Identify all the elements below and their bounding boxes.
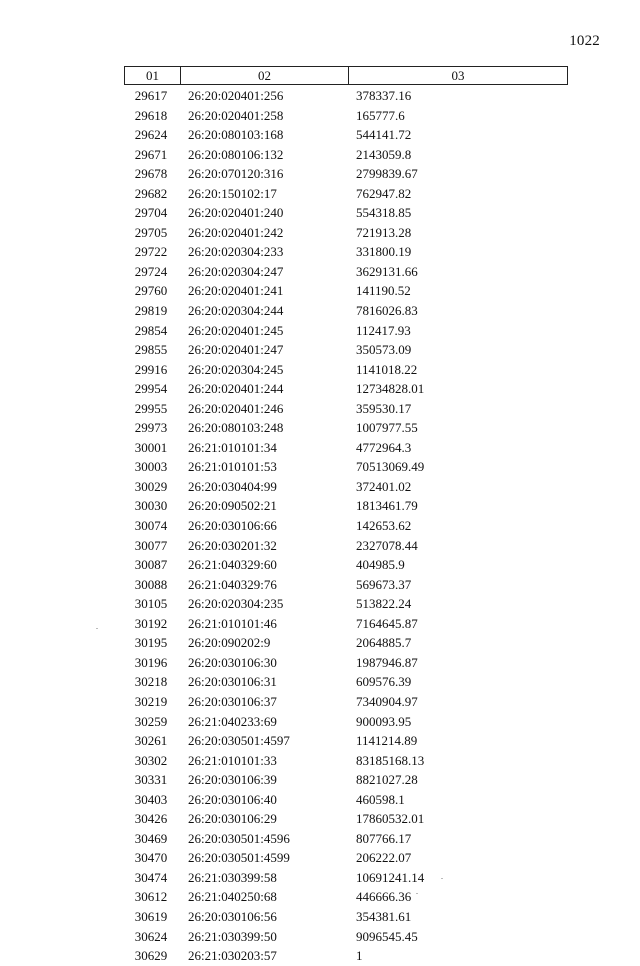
- cell-col-03: 1007977.55: [356, 420, 418, 436]
- cell-col-02: 26:20:080103:168: [188, 127, 284, 143]
- cell-col-03: 1141018.22: [356, 361, 418, 377]
- cell-col-01: 30003: [134, 459, 168, 475]
- table-row: [124, 360, 568, 380]
- cell-col-01: 29916: [134, 361, 168, 377]
- cell-col-02: 26:20:070120:316: [188, 166, 284, 182]
- table-row: [124, 262, 568, 282]
- cell-col-01: 29724: [134, 263, 168, 279]
- table-row: [124, 379, 568, 399]
- cell-col-01: 30074: [134, 518, 168, 534]
- table-row: [124, 809, 568, 829]
- cell-col-03: 721913.28: [356, 224, 412, 240]
- table-row: [124, 868, 568, 888]
- cell-col-03: 2327078.44: [356, 537, 418, 553]
- table-row: [124, 125, 568, 145]
- table-row: [124, 242, 568, 262]
- cell-col-02: 26:21:030399:58: [188, 869, 277, 885]
- cell-col-01: 30218: [134, 674, 168, 690]
- cell-col-03: 70513069.49: [356, 459, 425, 475]
- table-row: [124, 614, 568, 634]
- cell-col-01: 30077: [134, 537, 168, 553]
- cell-col-02: 26:20:020304:247: [188, 263, 284, 279]
- table-row: [124, 829, 568, 849]
- table-row: [124, 418, 568, 438]
- cell-col-02: 26:20:030106:40: [188, 791, 277, 807]
- table-row: [124, 692, 568, 712]
- table-row: [124, 907, 568, 927]
- cell-col-03: 569673.37: [356, 576, 412, 592]
- table-row: [124, 594, 568, 614]
- cell-col-01: 30474: [134, 869, 168, 885]
- cell-col-01: 30619: [134, 908, 168, 924]
- cell-col-03: 513822.24: [356, 596, 412, 612]
- table-row: [124, 496, 568, 516]
- cell-col-02: 26:20:080106:132: [188, 146, 284, 162]
- cell-col-01: 30087: [134, 557, 168, 573]
- cell-col-02: 26:20:020401:240: [188, 205, 284, 221]
- cell-col-01: 29973: [134, 420, 168, 436]
- cell-col-03: 2143059.8: [356, 146, 412, 162]
- cell-col-03: 7816026.83: [356, 303, 418, 319]
- cell-col-03: 10691241.14: [356, 869, 425, 885]
- cell-col-01: 30629: [134, 948, 168, 964]
- cell-col-01: 30261: [134, 733, 168, 749]
- cell-col-03: 554318.85: [356, 205, 412, 221]
- cell-col-02: 26:20:020401:245: [188, 322, 284, 338]
- cell-col-01: 29955: [134, 400, 168, 416]
- cell-col-01: 30426: [134, 811, 168, 827]
- cell-col-02: 26:20:080103:248: [188, 420, 284, 436]
- table-row: [124, 301, 568, 321]
- cell-col-01: 29618: [134, 107, 168, 123]
- cell-col-01: 30331: [134, 772, 168, 788]
- cell-col-02: 26:20:030201:32: [188, 537, 277, 553]
- cell-col-01: 29682: [134, 185, 168, 201]
- table-row: [124, 321, 568, 341]
- cell-col-01: 29760: [134, 283, 168, 299]
- cell-col-03: 7164645.87: [356, 615, 418, 631]
- cell-col-01: 29819: [134, 303, 168, 319]
- cell-col-01: 29705: [134, 224, 168, 240]
- table-row: [124, 399, 568, 419]
- table-row: [124, 848, 568, 868]
- cell-col-01: 30302: [134, 752, 168, 768]
- cell-col-03: 372401.02: [356, 478, 412, 494]
- cell-col-03: 112417.93: [356, 322, 411, 338]
- cell-col-03: 7340904.97: [356, 693, 418, 709]
- cell-col-01: 30624: [134, 928, 168, 944]
- table-row: [124, 457, 568, 477]
- table-row: [124, 145, 568, 165]
- cell-col-03: 354381.61: [356, 908, 412, 924]
- cell-col-01: 30470: [134, 850, 168, 866]
- cell-col-02: 26:20:090502:21: [188, 498, 277, 514]
- cell-col-03: 900093.95: [356, 713, 412, 729]
- page-number: 1022: [569, 33, 600, 49]
- cell-col-03: 165777.6: [356, 107, 405, 123]
- table-row: [124, 477, 568, 497]
- column-header-02: 02: [181, 67, 349, 84]
- table-row: [124, 927, 568, 947]
- cell-col-01: 30105: [134, 596, 168, 612]
- cell-col-03: 350573.09: [356, 342, 412, 358]
- table-row: [124, 887, 568, 907]
- cell-col-03: 1987946.87: [356, 654, 418, 670]
- cell-col-02: 26:21:040329:76: [188, 576, 277, 592]
- cell-col-01: 30196: [134, 654, 168, 670]
- cell-col-01: 30469: [134, 830, 168, 846]
- cell-col-02: 26:20:090202:9: [188, 635, 271, 651]
- cell-col-02: 26:20:030106:30: [188, 654, 277, 670]
- scan-speck: [441, 878, 443, 879]
- cell-col-02: 26:21:010101:53: [188, 459, 277, 475]
- cell-col-01: 29671: [134, 146, 168, 162]
- cell-col-02: 26:20:020401:244: [188, 381, 284, 397]
- cell-col-01: 30612: [134, 889, 168, 905]
- cell-col-02: 26:20:030404:99: [188, 478, 277, 494]
- table-row: [124, 555, 568, 575]
- table-row: [124, 653, 568, 673]
- cell-col-03: 2799839.67: [356, 166, 418, 182]
- scan-speck: [96, 628, 98, 629]
- cell-col-03: 807766.17: [356, 830, 412, 846]
- table-row: [124, 946, 568, 966]
- cell-col-03: 378337.16: [356, 88, 412, 103]
- cell-col-02: 26:20:020401:241: [188, 283, 284, 299]
- table-row: [124, 712, 568, 732]
- cell-col-03: 1141214.89: [356, 733, 418, 749]
- cell-col-03: 8821027.28: [356, 772, 418, 788]
- cell-col-01: 29624: [134, 127, 168, 143]
- table-row: [124, 731, 568, 751]
- cell-col-01: 30192: [134, 615, 168, 631]
- cell-col-02: 26:20:020401:242: [188, 224, 284, 240]
- cell-col-02: 26:20:030106:31: [188, 674, 277, 690]
- cell-col-02: 26:21:030203:57: [188, 948, 277, 964]
- table-row: [124, 281, 568, 301]
- cell-col-02: 26:21:040329:60: [188, 557, 277, 573]
- cell-col-03: 460598.1: [356, 791, 405, 807]
- table-header: [124, 66, 568, 85]
- table-row: [124, 790, 568, 810]
- cell-col-02: 26:20:020401:247: [188, 342, 284, 358]
- cell-col-02: 26:21:010101:34: [188, 439, 277, 455]
- cell-col-03: 2064885.7: [356, 635, 412, 651]
- cell-col-02: 26:21:010101:46: [188, 615, 277, 631]
- cell-col-03: 544141.72: [356, 127, 412, 143]
- cell-col-01: 29617: [134, 88, 168, 103]
- table-row: [124, 633, 568, 653]
- table-row: [124, 575, 568, 595]
- cell-col-03: 9096545.45: [356, 928, 418, 944]
- table-body: [124, 86, 568, 966]
- cell-col-02: 26:20:020401:258: [188, 107, 284, 123]
- table-row: [124, 438, 568, 458]
- cell-col-01: 29854: [134, 322, 168, 338]
- cell-col-03: 446666.36: [356, 889, 412, 905]
- cell-col-01: 30088: [134, 576, 168, 592]
- cell-col-02: 26:20:020304:233: [188, 244, 284, 260]
- cell-col-02: 26:20:030106:37: [188, 693, 277, 709]
- cell-col-03: 3629131.66: [356, 263, 418, 279]
- scan-speck: [416, 893, 418, 894]
- table-row: [124, 770, 568, 790]
- table-row: [124, 751, 568, 771]
- cell-col-02: 26:20:030106:39: [188, 772, 277, 788]
- cell-col-03: 331800.19: [356, 244, 412, 260]
- cell-col-03: 1: [356, 948, 363, 964]
- table-row: [124, 536, 568, 556]
- cell-col-01: 29855: [134, 342, 168, 358]
- cell-col-02: 26:20:030106:29: [188, 811, 277, 827]
- cell-col-02: 26:20:030106:66: [188, 518, 277, 534]
- column-header-01: 01: [125, 67, 181, 84]
- cell-col-02: 26:21:040233:69: [188, 713, 277, 729]
- cell-col-01: 30219: [134, 693, 168, 709]
- cell-col-02: 26:20:020304:244: [188, 303, 284, 319]
- table-row: [124, 106, 568, 126]
- table-row: [124, 86, 568, 106]
- cell-col-02: 26:20:030501:4596: [188, 830, 290, 846]
- cell-col-03: 206222.07: [356, 850, 412, 866]
- table-row: [124, 223, 568, 243]
- cell-col-02: 26:21:030399:50: [188, 928, 277, 944]
- cell-col-03: 1813461.79: [356, 498, 418, 514]
- cell-col-01: 30029: [134, 478, 168, 494]
- cell-col-02: 26:20:150102:17: [188, 185, 277, 201]
- cell-col-03: 404985.9: [356, 557, 405, 573]
- cell-col-03: 17860532.01: [356, 811, 425, 827]
- table-row: [124, 203, 568, 223]
- cell-col-02: 26:20:020401:256: [188, 88, 284, 103]
- cell-col-01: 30001: [134, 439, 168, 455]
- cell-col-02: 26:21:040250:68: [188, 889, 277, 905]
- cell-col-02: 26:20:030501:4597: [188, 733, 290, 749]
- table-row: [124, 516, 568, 536]
- table-row: [124, 672, 568, 692]
- cell-col-03: 359530.17: [356, 400, 412, 416]
- cell-col-03: 762947.82: [356, 185, 412, 201]
- cell-col-02: 26:20:020304:235: [188, 596, 284, 612]
- cell-col-03: 142653.62: [356, 518, 412, 534]
- table-row: [124, 164, 568, 184]
- cell-col-02: 26:21:010101:33: [188, 752, 277, 768]
- cell-col-03: 141190.52: [356, 283, 411, 299]
- cell-col-01: 30195: [134, 635, 168, 651]
- cell-col-02: 26:20:020304:245: [188, 361, 284, 377]
- cell-col-03: 609576.39: [356, 674, 412, 690]
- cell-col-02: 26:20:020401:246: [188, 400, 284, 416]
- cell-col-03: 12734828.01: [356, 381, 425, 397]
- cell-col-01: 29722: [134, 244, 168, 260]
- cell-col-03: 4772964.3: [356, 439, 412, 455]
- cell-col-01: 30259: [134, 713, 168, 729]
- cell-col-01: 29678: [134, 166, 168, 182]
- table-row: [124, 340, 568, 360]
- cell-col-01: 29704: [134, 205, 168, 221]
- cell-col-01: 30403: [134, 791, 168, 807]
- cell-col-03: 83185168.13: [356, 752, 425, 768]
- cell-col-02: 26:20:030501:4599: [188, 850, 290, 866]
- cell-col-01: 29954: [134, 381, 168, 397]
- column-header-03: 03: [451, 68, 465, 83]
- cell-col-02: 26:20:030106:56: [188, 908, 277, 924]
- cell-col-01: 30030: [134, 498, 168, 514]
- table-row: [124, 184, 568, 204]
